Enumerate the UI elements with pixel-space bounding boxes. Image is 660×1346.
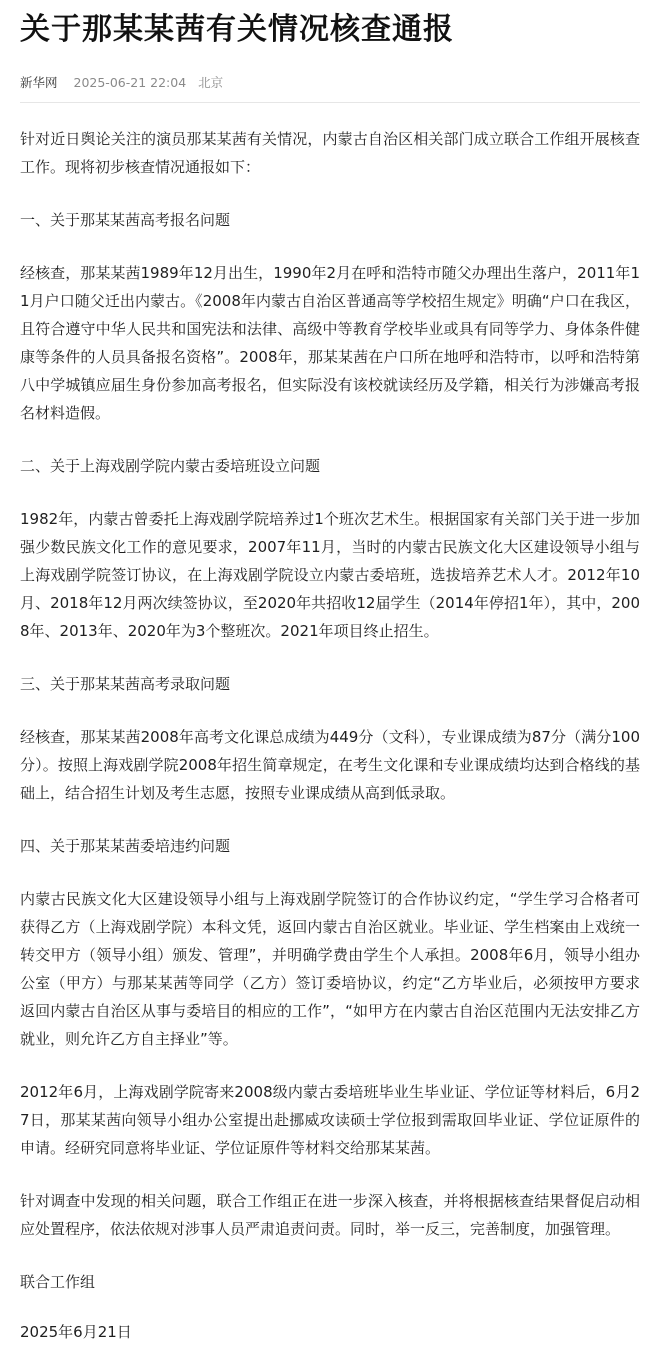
section-1-heading: 一、关于那某某茜高考报名问题 (20, 211, 231, 229)
section-2-heading: 二、关于上海戏剧学院内蒙古委培班设立问题 (20, 457, 321, 475)
section-4-paragraph-1: 内蒙古民族文化大区建设领导小组与上海戏剧学院签订的合作协议约定，“学生学习合格者可获得乙方（上海戏剧学院）本科文凭，返回内蒙古自治区就业。毕业证、学生档案由上戏统一转交甲方（领导小组）颁发、管理”，并明确学费由学生个人承担。2008年6月，领导小组办公室（甲方）与那某某茜等同学（乙方）签订委培协议，约定“乙方毕业后，必须按甲方要求返回内蒙古自治区从事与委培目的相应的工作”，“如甲方在内蒙古自治区范围内无法安排乙方就业，则允许乙方自主择业”等。 (20, 890, 640, 1048)
article-timestamp: 2025-06-21 22:04 (73, 75, 187, 90)
article-location: 北京 (198, 75, 224, 90)
conclusion-paragraph: 针对调查中发现的相关问题，联合工作组正在进一步深入核查，并将根据核查结果督促启动相应处置程序，依法依规对涉事人员严肃追责问责。同时，举一反三，完善制度，加强管理。 (20, 1192, 640, 1238)
article-body (20, 125, 640, 1346)
section-2-paragraph: 1982年，内蒙古曾委托上海戏剧学院培养过1个班次艺术生。根据国家有关部门关于进一步加强少数民族文化工作的意见要求，2007年11月，当时的内蒙古民族文化大区建设领导小组与上海戏剧学院签订协议，在上海戏剧学院设立内蒙古委培班，选拔培养艺术人才。2012年10月、2018年12月两次续签协议，至2020年共招收12届学生（2014年停招1年），其中，2008年、2013年、2020年为3个整班次。2021年项目终止招生。 (20, 510, 640, 640)
article-title: 关于那某某茜有关情况核查通报 (20, 12, 454, 47)
section-3-heading: 三、关于那某某茜高考录取问题 (20, 675, 231, 693)
section-4-paragraph-2: 2012年6月，上海戏剧学院寄来2008级内蒙古委培班毕业生毕业证、学位证等材料后，6月27日，那某某茜向领导小组办公室提出赴挪威攻读硕士学位报到需取回毕业证、学位证原件的申请。经研究同意将毕业证、学位证原件等材料交给那某某茜。 (20, 1083, 640, 1157)
article-meta (20, 74, 640, 92)
section-4-heading: 四、关于那某某茜委培违约问题 (20, 837, 231, 855)
section-3-paragraph: 经核查，那某某茜2008年高考文化课总成绩为449分（文科），专业课成绩为87分（满分100分）。按照上海戏剧学院2008年招生简章规定，在考生文化课和专业课成绩均达到合格线的基础上，结合招生计划及考生志愿，按照专业课成绩从高到低录取。 (20, 728, 640, 802)
section-1-paragraph: 经核查，那某某茜1989年12月出生，1990年2月在呼和浩特市随父办理出生落户，2011年11月户口随父迁出内蒙古。《2008年内蒙古自治区普通高等学校招生规定》明确“户口在我区，且符合遵守中华人民共和国宪法和法律、高级中等教育学校毕业或具有同等学力、身体条件健康等条件的人员具备报名资格”。2008年，那某某茜在户口所在地呼和浩特市，以呼和浩特第八中学城镇应届生身份参加高考报名，但实际没有该校就读经历及学籍，相关行为涉嫌高考报名材料造假。 (20, 264, 640, 422)
signature: 联合工作组 (20, 1273, 96, 1291)
meta-divider (20, 102, 640, 103)
article-source[interactable]: 新华网 (20, 75, 58, 90)
report-date: 2025年6月21日 (20, 1323, 132, 1341)
intro-paragraph: 针对近日舆论关注的演员那某某茜有关情况，内蒙古自治区相关部门成立联合工作组开展核查工作。现将初步核查情况通报如下： (20, 130, 640, 176)
